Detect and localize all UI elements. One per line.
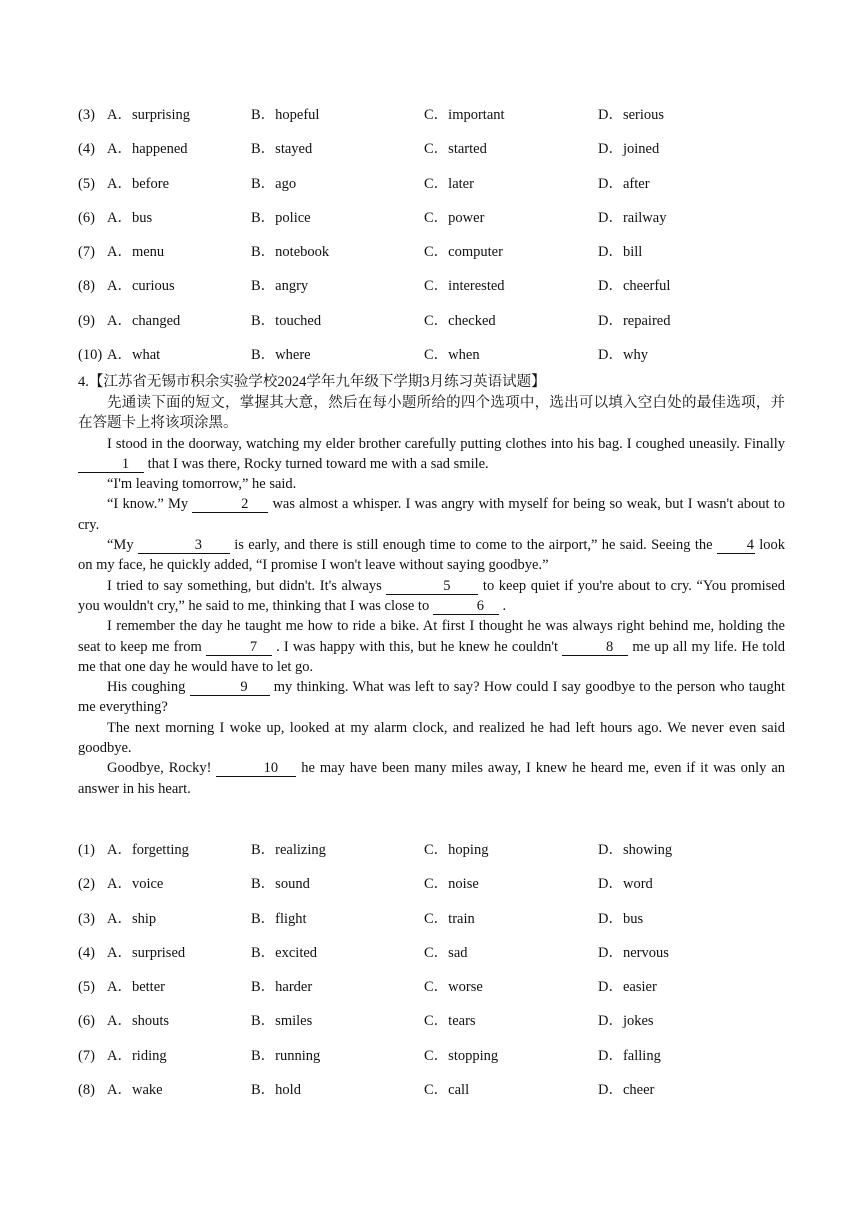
- option-a: A．better: [107, 979, 165, 996]
- option-row: [78, 140, 798, 174]
- option-row: [78, 243, 798, 277]
- option-row: [78, 1012, 798, 1046]
- option-row: [78, 1081, 798, 1115]
- passage-paragraph: “I'm leaving tomorrow,” he said.: [107, 476, 297, 493]
- option-d: D．cheerful: [598, 278, 671, 295]
- option-a: A．forgetting: [107, 842, 189, 858]
- blank-4: 4: [717, 537, 755, 554]
- option-c: C．tears: [424, 1013, 476, 1030]
- blank-8: 8: [562, 639, 628, 656]
- passage-paragraph: “My 3 is early, and there is still enough time to come to the airport,” he said. Seeing the 4 look on my face, he quickly added, “I promise I won't leave without saying goodbye.”: [78, 537, 785, 574]
- option-row: [78, 106, 798, 140]
- option-c: C．sad: [424, 944, 468, 961]
- question-number: (6): [78, 1013, 95, 1030]
- option-a: A．curious: [107, 278, 175, 295]
- option-a: A．voice: [107, 876, 164, 893]
- blank-7: 7: [206, 639, 272, 656]
- option-d: D．why: [598, 347, 648, 364]
- passage-paragraph: I remember the day he taught me how to ride a bike. At first I thought he was always right behind me, holding the seat to keep me from 7 . I was happy with this, but he knew he couldn't 8 me up all my life. He told me that one day he would have to let go.: [78, 618, 785, 675]
- option-c: C．hoping: [424, 842, 489, 858]
- option-d: D．falling: [598, 1047, 661, 1064]
- question-number: (3): [78, 107, 95, 123]
- option-c: C．call: [424, 1082, 470, 1099]
- instruction-text: 先通读下面的短文，掌握其大意，然后在每小题所给的四个选项中，选出可以填入空白处的最佳选项，并在答题卡上将该项涂黑。: [78, 395, 785, 432]
- option-a: A．bus: [107, 209, 153, 226]
- question-header: 4.【江苏省无锡市积余实验学校2024学年九年级下学期3月练习英语试题】: [78, 374, 546, 390]
- option-b: B．where: [251, 347, 311, 364]
- option-b: B．ago: [251, 175, 297, 192]
- option-b: B．realizing: [251, 842, 326, 858]
- question-number: (7): [78, 244, 95, 261]
- option-d: D．bus: [598, 910, 644, 927]
- question-number: (2): [78, 876, 95, 893]
- option-d: D．cheer: [598, 1082, 655, 1099]
- option-a: A．surprising: [107, 107, 190, 123]
- option-a: A．before: [107, 175, 170, 192]
- option-d: D．bill: [598, 244, 643, 261]
- option-row: [78, 944, 798, 978]
- passage-paragraph: His coughing 9 my thinking. What was left to say? How could I say goodbye to the person who taught me everything?: [78, 679, 785, 716]
- blank-6: 6: [433, 598, 499, 615]
- option-d: D．easier: [598, 979, 657, 996]
- option-d: D．word: [598, 876, 653, 893]
- question-number: (5): [78, 979, 95, 996]
- option-row: [78, 910, 798, 944]
- top-options-list: [78, 106, 798, 380]
- blank-10: 10: [216, 760, 296, 777]
- question-number: (7): [78, 1047, 95, 1064]
- blank-5: 5: [386, 578, 478, 595]
- option-b: B．smiles: [251, 1013, 313, 1030]
- option-a: A．happened: [107, 141, 188, 158]
- passage-paragraph: Goodbye, Rocky! 10 he may have been many miles away, I knew he heard me, even if it was only an answer in his heart.: [78, 760, 786, 797]
- option-a: A．wake: [107, 1082, 163, 1099]
- option-b: B．running: [251, 1047, 321, 1064]
- passage-paragraph: “I know.” My 2 was almost a whisper. I was angry with myself for being so weak, but I wasn't about to cry.: [78, 496, 785, 533]
- option-b: B．hold: [251, 1082, 301, 1099]
- option-d: D．serious: [598, 107, 665, 123]
- option-c: C．computer: [424, 244, 503, 261]
- option-b: B．stayed: [251, 141, 313, 158]
- option-c: C．interested: [424, 278, 505, 295]
- question-number: (1): [78, 842, 95, 858]
- option-row: [78, 978, 798, 1012]
- passage-paragraph: I stood in the doorway, watching my elder brother carefully putting clothes into his bag. I coughed uneasily. Finally 1 that I was there, Rocky turned toward me with a sad smile.: [78, 434, 785, 475]
- option-d: D．railway: [598, 209, 667, 226]
- option-b: B．sound: [251, 876, 310, 893]
- option-d: D．after: [598, 175, 650, 192]
- question-number: (4): [78, 141, 95, 158]
- blank-1: 1: [78, 456, 144, 473]
- option-b: B．flight: [251, 910, 307, 927]
- passage-paragraph: I tried to say something, but didn't. It's always 5 to keep quiet if you're about to cry. “You promised you wouldn't cry,” he said to me, thinking that I was close to 6 .: [78, 577, 785, 614]
- option-d: D．nervous: [598, 944, 669, 961]
- blank-2: 2: [192, 496, 268, 513]
- option-d: D．jokes: [598, 1013, 654, 1030]
- option-row: [78, 1047, 798, 1081]
- option-c: C．worse: [424, 979, 483, 996]
- option-row: [78, 175, 798, 209]
- question-number: (8): [78, 1082, 95, 1099]
- option-d: D．repaired: [598, 312, 671, 329]
- option-a: A．riding: [107, 1047, 167, 1064]
- option-row: [78, 312, 798, 346]
- option-row: [78, 841, 798, 875]
- option-c: C．power: [424, 209, 485, 226]
- question-number: (8): [78, 278, 95, 295]
- question-number: (4): [78, 944, 95, 961]
- option-d: D．joined: [598, 141, 660, 158]
- blank-3: 3: [138, 537, 230, 554]
- option-a: A．changed: [107, 312, 181, 329]
- bottom-options-list: [78, 841, 798, 1115]
- question-number: (3): [78, 910, 95, 927]
- question-number: (5): [78, 175, 95, 192]
- option-row: [78, 209, 798, 243]
- option-c: C．noise: [424, 876, 479, 893]
- option-b: B．notebook: [251, 244, 330, 261]
- option-b: B．harder: [251, 979, 313, 996]
- option-b: B．hopeful: [251, 107, 320, 123]
- option-d: D．showing: [598, 842, 673, 858]
- option-c: C．train: [424, 910, 475, 927]
- option-a: A．shouts: [107, 1013, 170, 1030]
- reading-passage: [78, 393, 785, 799]
- option-row: [78, 875, 798, 909]
- option-b: B．excited: [251, 944, 318, 961]
- option-c: C．checked: [424, 312, 496, 329]
- blank-9: 9: [190, 679, 270, 696]
- option-b: B．police: [251, 209, 311, 226]
- option-c: C．important: [424, 107, 505, 123]
- option-c: C．later: [424, 175, 474, 192]
- question-number: (6): [78, 209, 95, 226]
- option-b: B．angry: [251, 278, 309, 295]
- option-c: C．started: [424, 141, 487, 158]
- question-number: (10): [78, 347, 103, 364]
- option-c: C．stopping: [424, 1047, 499, 1064]
- question-number: (9): [78, 312, 95, 329]
- passage-paragraph: The next morning I woke up, looked at my alarm clock, and realized he had left hours ago. We never even said goodbye.: [78, 719, 785, 757]
- option-a: A．menu: [107, 244, 165, 261]
- option-a: A．what: [107, 347, 161, 364]
- option-a: A．ship: [107, 910, 157, 927]
- option-row: [78, 277, 798, 311]
- option-b: B．touched: [251, 312, 322, 329]
- option-a: A．surprised: [107, 944, 186, 961]
- option-c: C．when: [424, 347, 480, 364]
